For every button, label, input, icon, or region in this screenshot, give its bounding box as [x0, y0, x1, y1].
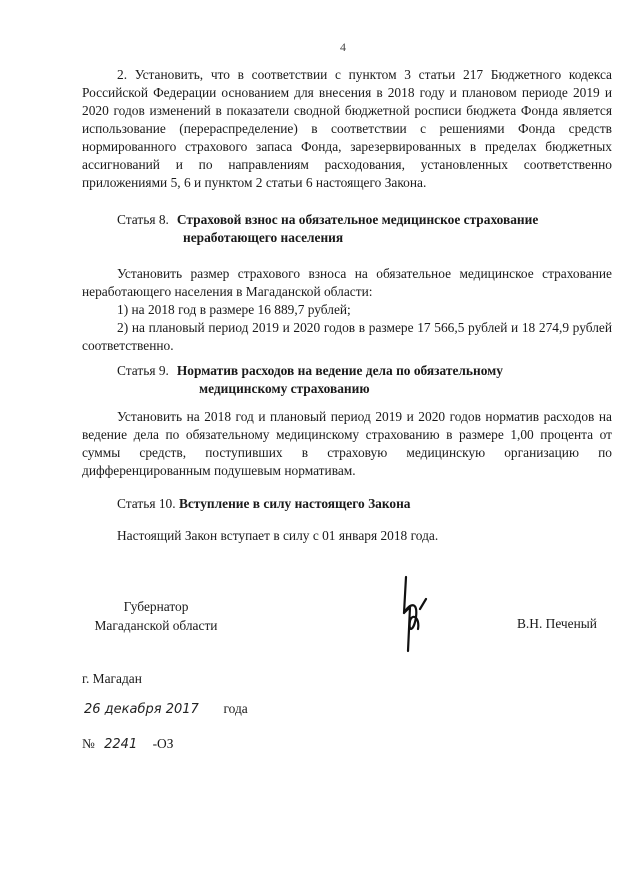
article-9-body	[82, 408, 612, 480]
article-8-paragraph-2: 1) на 2018 год в размере 16 889,7 рублей;	[117, 302, 351, 317]
signatory-position	[86, 597, 226, 635]
number-sign: №	[82, 736, 95, 751]
article-8-title-line2: неработающего населения	[183, 230, 344, 245]
handwritten-signature	[396, 573, 436, 658]
article-8-heading	[117, 211, 612, 247]
article-9-label: Статья 9.	[117, 363, 169, 378]
article-8-label: Статья 8.	[117, 212, 169, 227]
date-line	[84, 700, 248, 719]
section-2	[82, 66, 612, 192]
date-suffix: года	[223, 701, 248, 716]
signatory-name: В.Н. Печеный	[517, 616, 597, 631]
handwritten-law-number: 2241	[104, 737, 138, 752]
article-10-label: Статья 10.	[117, 496, 176, 511]
city-label: г. Магадан	[82, 671, 142, 686]
article-10-heading	[117, 495, 612, 513]
number-suffix: -ОЗ	[152, 736, 174, 751]
section-2-text: 2. Установить, что в соответствии с пунктом 3 статьи 217 Бюджетного кодекса Российской Федерации основанием для внесения в 2018 году и плановом периоде 2019 и 2020 годов изменений в показатели сводной бюджетной росписи бюджета Фонда является использование (перераспределение) в соответствии с решениями Фонда средств нормированного страхового запаса Фонда, зарезервированных в пределах бюджетных ассигнований и по направлениям расходования, установленных соответственно приложениями 5, 6 и пунктом 2 статьи 6 настоящего Закона.	[82, 67, 612, 190]
signatory-position-line2: Магаданской области	[94, 618, 218, 633]
signature-scribble	[396, 573, 436, 653]
article-8-title-line1: Страховой взнос на обязательное медицинское страхование	[176, 212, 539, 227]
article-8-paragraph-1: Установить размер страхового взноса на обязательное медицинское страхование неработающего населения в Магаданской области:	[82, 266, 612, 299]
signatory-position-line1: Губернатор	[123, 599, 189, 614]
page-number: 4	[340, 40, 346, 54]
handwritten-date: 26 декабря 2017	[84, 702, 199, 717]
article-9-title-line1: Норматив расходов на ведение дела по обязательному	[176, 363, 503, 378]
article-9-title-line2: медицинскому страхованию	[199, 381, 370, 396]
article-10-body	[82, 527, 612, 545]
article-8-paragraph-3: 2) на плановый период 2019 и 2020 годов в размере 17 566,5 рублей и 18 274,9 рублей соответственно.	[82, 320, 612, 353]
article-8-body	[82, 265, 612, 355]
article-10-title: Вступление в силу настоящего Закона	[178, 496, 411, 511]
article-10-paragraph-1: Настоящий Закон вступает в силу с 01 января 2018 года.	[117, 528, 439, 543]
law-number-line	[82, 735, 173, 754]
article-9-heading	[117, 362, 612, 398]
article-9-paragraph-1: Установить на 2018 год и плановый период 2019 и 2020 годов норматив расходов на ведение дела по обязательному медицинскому страхованию в размере 1,00 процента от суммы средств, поступивших в страховую медицинскую организацию по дифференцированным подушевым нормативам.	[82, 409, 612, 478]
